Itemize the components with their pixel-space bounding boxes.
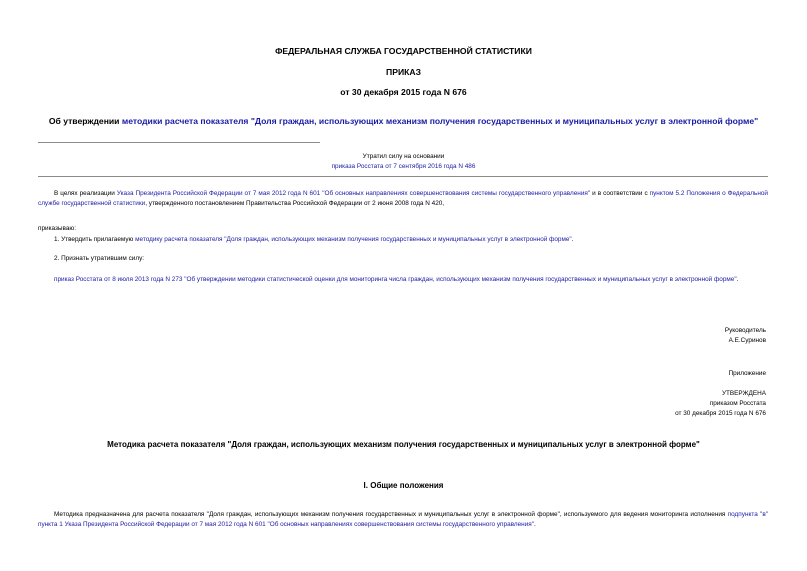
methodology-link[interactable]: методику расчета показателя "Доля граждан, использующих механизм получения государственных и муниципальных услуг в электронной форме" <box>135 236 572 243</box>
orders-label: приказываю: <box>38 225 76 232</box>
methodology-text-end: . <box>534 520 536 528</box>
preamble-text-a: В целях реализации <box>54 190 117 197</box>
doc-type-heading: ПРИКАЗ <box>386 67 421 77</box>
divider-short <box>38 142 320 143</box>
doc-date-heading: от 30 декабря 2015 года N 676 <box>340 87 467 97</box>
methodology-text: Методика предназначена для расчета показателя "Доля граждан, использующих механизм получения государственных и муниципальных услуг в электронной форме", используемого для ведения мониторинга исполнения <box>54 511 728 518</box>
section-general-provisions: I. Общие положения <box>363 481 444 490</box>
regulation-5-2-link[interactable]: пунктом 5.2 Положения о Федеральной службе государственной статистики <box>38 190 768 207</box>
item-1-text: 1. Утвердить прилагаемую <box>54 236 136 243</box>
decree-601-link[interactable]: Указа Президента Российской Федерации от 7 мая 2012 года N 601 "Об основных направлениях совершенствования системы государственного управления" <box>116 190 591 197</box>
item-2: 2. Признать утратившим силу: <box>54 255 145 262</box>
preamble-text-c: , утвержденного постановлением Правительства Российской Федерации от 2 июня 2008 года N 420, <box>145 199 445 207</box>
status-note-link[interactable]: приказа Росстата от 7 сентября 2016 года N 486 <box>331 163 476 170</box>
repealed-order-end: . <box>736 276 739 283</box>
appendix-label: Приложение <box>728 370 766 377</box>
item-1-end: . <box>571 236 574 243</box>
approved-label: УТВЕРЖДЕНА <box>721 390 766 397</box>
methodology-title: Методика расчета показателя "Доля граждан, использующих механизм получения государственных и муниципальных услуг в электронной форме" <box>107 440 700 449</box>
decree-601-subpoint-link[interactable]: подпункта "в" пункта 1 Указа Президента Российской Федерации от 7 мая 2012 года N 601 "Об основных направлениях совершенствования системы государственного управления" <box>38 511 768 528</box>
title-methodology-link[interactable]: методики расчета показателя "Доля граждан, использующих механизм получения государственных и муниципальных услуг в электронной форме" <box>121 116 759 126</box>
signature-role: Руководитель <box>724 327 766 334</box>
approved-date: от 30 декабря 2015 года N 676 <box>675 410 766 417</box>
title-prefix: Об утверждении <box>48 116 122 126</box>
signature-name: А.Е.Суринов <box>728 337 766 344</box>
approved-by-order: приказом Росстата <box>709 400 766 407</box>
methodology-paragraph <box>38 510 768 529</box>
document-title <box>0 116 807 126</box>
divider-long <box>38 176 768 177</box>
status-note-line1: Утратил силу на основании <box>362 153 445 160</box>
item-1 <box>38 235 768 245</box>
order-273-link[interactable]: приказ Росстата от 8 июля 2013 года N 273 "Об утверждении методики статистической оценки для мониторинга числа граждан, использующих механизм получения государственных и муниципальных услуг в электронной форме" <box>54 276 737 283</box>
repealed-order <box>38 275 768 285</box>
preamble-paragraph <box>38 189 768 208</box>
preamble-text-b: и в соответствии с <box>590 190 650 197</box>
agency-heading: ФЕДЕРАЛЬНАЯ СЛУЖБА ГОСУДАРСТВЕННОЙ СТАТИСТИКИ <box>275 46 532 56</box>
